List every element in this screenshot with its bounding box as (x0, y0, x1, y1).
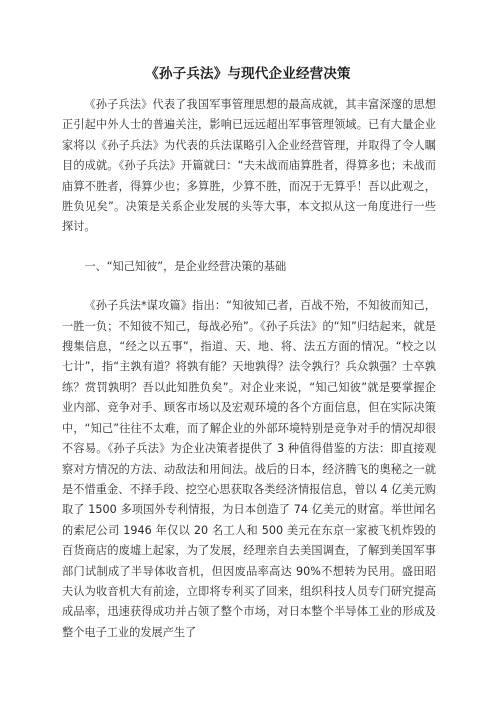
paragraph-intro: 《孙子兵法》代表了我国军事管理思想的最高成就，其丰富深邃的思想正引起中外人士的普遍关注，影响已远远超出军事管理领域。已有大量企业家将以《孙子兵法》为代表的兵法谋略引入企业经营管理，并取得了令人瞩目的成就。《孙子兵法》开篇就曰：“夫未战而庙算胜者，得算多也；未战而庙算不胜者，得算少也；多算胜，少算不胜，而况于无算乎！吾以此观之，胜负见矣”。决策是关系企业发展的头等大事，本文拟从这一角度进行一些探讨。 (62, 98, 436, 234)
section-heading: 一、“知己知彼”，是企业经营决策的基础 (84, 259, 287, 273)
paragraph-section-1: 《孙子兵法*谋攻篇》指出：“知彼知己者，百战不殆，不知彼而知己，一胜一负；不知彼不知己，每战必殆”。《孙子兵法》的“知”归结起来，就是搜集信息，“经之以五事”，指道、天、地、将、法五方面的情况。“校之以七计”，指“主孰有道？将孰有能？天地孰得？法令孰行？兵众孰强？士卒孰练？赏罚孰明？吾以此知胜负矣”。对企业来说，“知己知彼”就是要掌握企业内部、竞争对手、顾客市场以及宏观环境的各个方面信息，但在实际决策中，“知己”往往不太难，而了解企业的外部环境特别是竞争对手的情况却很不容易。《孙子兵法》为企业决策者提供了 3 种值得借鉴的方法：即直接观察对方情况的方法、动敌法和用间法。战后的日本，经济腾飞的奥秘之一就是不惜重金、不择手段、挖空心思获取各类经济情报信息，曾以 4 亿美元购取了 1500 多项国外专利情报，为日本创造了 74 亿美元的财富。举世闻名的索尼公司 1946 年仅以 20 名工人和 500 美元在东京一家被飞机炸毁的百货商店的废墟上起家，为了发展，经理亲自去美国调查，了解到美国军事部门试制成了半导体收音机，但因废品率高达 90%不想转为民用。盛田昭夫认为收音机大有前途，立即将专利买了回来，组织科技人员专门研究提高成品率，迅速获得成功并占领了整个市场，对日本整个半导体工业的形成及整个电子工业的发展产生了 (62, 299, 436, 639)
document-body (62, 95, 436, 643)
page-title: 《孙子兵法》与现代企业经营决策 (145, 66, 351, 82)
